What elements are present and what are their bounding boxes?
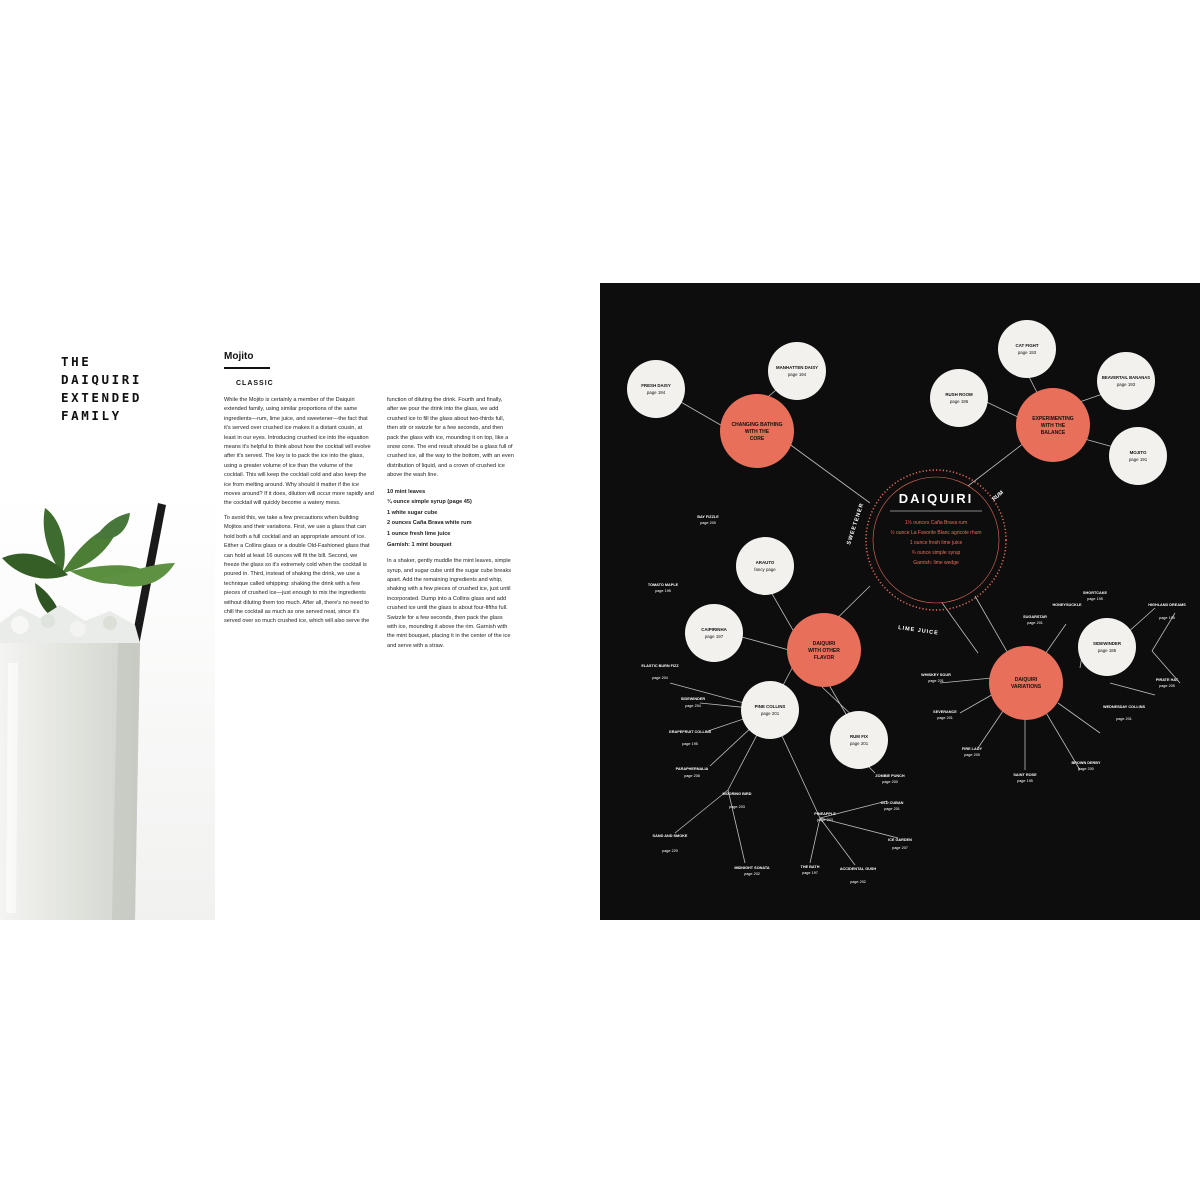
ingredient: 10 mint leaves — [387, 488, 426, 495]
daiquiri-spec-line: ¾ ounce simple syrup — [911, 550, 961, 556]
small-label-name: ELASTIC BURN FIZZ — [641, 664, 679, 668]
small-label-page: page 200 — [1078, 767, 1094, 771]
small-label-name: BAY FIZZLE — [697, 515, 719, 519]
small-label-name: SHORTCAKE — [1082, 591, 1108, 595]
small-label-name: ACCIDENTAL GUSH — [839, 867, 877, 871]
small-label-name: PARAPHERNALIA — [675, 767, 709, 771]
cocktail-bubble — [1078, 618, 1136, 676]
ingredient: Garnish: 1 mint bouquet — [387, 541, 452, 548]
hub-node — [1016, 388, 1090, 462]
cocktail-bubble — [1109, 427, 1167, 485]
cocktail-bubble — [1097, 352, 1155, 410]
small-label-page: page 201 — [1027, 621, 1043, 625]
daiquiri-spec-line: Garnish: lime wedge — [913, 560, 959, 566]
daiquiri-spec-line: 1½ ounces Caña Brava rum — [904, 520, 968, 526]
small-label-name: WEDNESDAY COLLINS — [1103, 705, 1145, 709]
hub-label: FLAVOR — [813, 655, 835, 661]
bubble-name: BEAVERTAIL BANANAS — [1101, 375, 1151, 380]
hub-node — [720, 394, 794, 468]
left-page — [0, 283, 600, 920]
method-paragraph: In a shaker, gently muddle the mint leaves, simple syrup, and sugar cube until the sugar cube breaks apart. Add the remaining ingredients and whip, shaking with a few pieces of crushed ice, just until incorporated. Dump into a Collins glass and add crushed ice until the glass is about four-fifths full. Swizzle for a few seconds, then pack the glass with ice, mounding it above the rim. Garnish with the mint bouquet, placing it in the center of the ice and serve with a straw. — [387, 558, 512, 649]
ingredient: ¾ ounce simple syrup (page 45) — [387, 499, 472, 506]
bubble-page: page 201 — [760, 711, 780, 716]
bubble-page: page 195 — [949, 399, 969, 404]
divider — [224, 367, 270, 369]
small-label-page: page 195 — [1159, 616, 1175, 620]
recipe-category: CLASSIC — [236, 380, 274, 387]
bubble-page: page 194 — [646, 390, 666, 395]
section-title — [61, 353, 181, 425]
body-paragraph: function of diluting the drink. Fourth and finally, after we pour the drink into the glass, we add crushed ice to fill the glass about two-thirds full, then stir or swizzle for a few seconds, and then pack the glass with ice, mounding it on top, like a snow cone. The end result should be a glass full of crushed ice, all the way to the bottom, with an even distribution of liquid, and a crown of crushed ice above the wash line. — [387, 397, 514, 479]
ingredient-list — [387, 487, 514, 551]
bubble-name: CAIPIRINHA — [701, 627, 727, 632]
body-column-1 — [224, 396, 374, 806]
hub-label: CORE — [749, 436, 765, 442]
daiquiri-family-map — [600, 283, 1200, 920]
ingredient: 1 white sugar cube — [387, 509, 438, 516]
bubble-name: ARAUTO — [755, 560, 775, 565]
small-label-name: PIRATE HAT — [1155, 678, 1179, 682]
cocktail-bubble — [768, 342, 826, 400]
small-label-page: page 195 — [1087, 597, 1103, 601]
mojito-glass-photo — [0, 493, 215, 920]
bubble-name: SIDEWINDER — [1092, 641, 1122, 646]
body-paragraph: While the Mojito is certainly a member of the Daiquiri extended family, using similar proportions of the same ingredients—rum, lime juice, and sweetener—the fact that it's served over crushed ice makes it a distant cousin, at least in our eyes. Introducing crushed ice into the equation means it's helpful to think about how the cocktail will evolve after it's served. The key is to pack the ice into the glass, using a greater volume of ice than the volume of the cocktail. This will keep the cocktail cold and also keep the ice from melting around. Why should it matter if the ice moves around? If it does, dilution will occur more rapidly and the cocktail will quickly become a watery mess. — [224, 397, 374, 507]
bubble-page: page 193 — [1116, 382, 1136, 387]
small-label-name: MOORING BIRD — [722, 792, 752, 796]
small-label-page: page 208 — [684, 774, 700, 778]
bubble-page: page 193 — [1017, 350, 1037, 355]
connector-label: SWEETENER — [846, 502, 866, 546]
small-label-page: page 201 — [1116, 717, 1132, 721]
small-label-name: FIRE LADY — [961, 747, 983, 751]
cocktail-bubble — [741, 681, 799, 739]
small-label-page: page 207 — [892, 846, 908, 850]
bubble-page: page 197 — [704, 634, 724, 639]
small-label-name: HIGHLAND DREAMS — [1148, 603, 1186, 607]
small-label-page: page 201 — [937, 716, 953, 720]
connector-label: LIME JUICE — [897, 625, 940, 637]
small-label-page: page 203 — [817, 818, 833, 822]
hub-label: WITH OTHER — [808, 648, 840, 654]
title-line: FAMILY — [61, 408, 122, 423]
hub-label: WITH THE — [1040, 423, 1066, 429]
hub-label: WITH THE — [744, 429, 770, 435]
bubble-name: FRESH DAISY — [641, 383, 671, 388]
small-label-name: MIDNIGHT SONATA — [734, 866, 770, 870]
ingredient: 2 ounces Caña Brava white rum — [387, 520, 472, 527]
small-label-page: page 201 — [884, 807, 900, 811]
small-label-name: WHISKEY SOUR — [921, 673, 951, 677]
small-label-name: SAINT ROSE — [1013, 773, 1037, 777]
small-label-name: SEVERANCE — [933, 710, 957, 714]
hub-node — [787, 613, 861, 687]
bubble-name: MOJITO — [1129, 450, 1147, 455]
body-column-2 — [387, 396, 514, 756]
small-label-page: page 202 — [744, 872, 760, 876]
cocktail-bubble — [685, 604, 743, 662]
hub-node — [989, 646, 1063, 720]
small-label-page: page 203 — [729, 805, 745, 809]
cocktail-bubble — [998, 320, 1056, 378]
daiquiri-spec-line: ½ ounce La Favorite Blanc agricole rhum — [890, 530, 982, 536]
small-label-page: page 195 — [655, 589, 671, 593]
small-label-page: page 204 — [652, 676, 668, 680]
small-label-page: page 201 — [928, 679, 944, 683]
small-label-name: THE BATH — [800, 865, 820, 869]
small-label-name: OLD CUBAN — [880, 801, 904, 805]
bubble-name: PINE COLLINS — [754, 704, 786, 709]
hub-label: EXPERIMENTING — [1032, 416, 1074, 422]
book-spread — [0, 283, 1200, 920]
bubble-page: page 194 — [787, 372, 807, 377]
small-label-page: page 200 — [882, 780, 898, 784]
bubble-name: RUM FIX — [849, 734, 869, 739]
small-label-page: page 205 — [700, 521, 716, 525]
small-label-name: GRAPEFRUIT COLLINS — [668, 730, 712, 734]
daiquiri-spec-line: 1 ounce fresh lime juice — [909, 540, 963, 546]
small-label-page: page 204 — [685, 704, 701, 708]
hub-label: CHANGING BATHING — [731, 422, 783, 428]
bubble-page: page 191 — [1128, 457, 1148, 462]
daiquiri-title: DAIQUIRI — [898, 491, 974, 506]
small-label-name: ICE GARDEN — [888, 838, 912, 842]
small-label-name: ZOMBIE PUNCH — [875, 774, 905, 778]
small-label-page: page 195 — [1017, 779, 1033, 783]
daiquiri-center — [866, 470, 1006, 610]
title-line: THE — [61, 354, 92, 369]
bubble-page: page 185 — [1097, 648, 1117, 653]
title-line: DAIQUIRI — [61, 372, 143, 387]
hub-label: BALANCE — [1040, 430, 1066, 436]
small-label-name: BROWN DERBY — [1071, 761, 1101, 765]
small-label-page: page 229 — [662, 849, 678, 853]
small-label-name: TOMATO MAPLE — [647, 583, 679, 587]
small-label-name: SUGARSTAR — [1023, 615, 1047, 619]
small-label-name: HONEYSUCKLE — [1052, 603, 1082, 607]
hub-label: DAIQUIRI — [1014, 677, 1038, 683]
small-label-name: SAND AND SMOKE — [652, 834, 688, 838]
cocktail-bubble — [830, 711, 888, 769]
body-paragraph: To avoid this, we take a few precautions when building Mojitos and their variations. First, we use a glass that can hold both a full cocktail and an appropriate amount of ice. Either a Collins glass or a double Old-Fashioned glass that can hold at least 16 ounces will fit the bill. Second, we freeze the glass so it's extremely cold when the cocktail is poured in. Third, instead of shaking the drink, we use a technique called whipping: shaking the drink with a few pieces of crushed ice—just enough to mix the ingredients without diluting them too much. After all, there's no need to chill the cocktail as much as one served neat, since it's served over so much crushed ice, which will also serve the — [224, 514, 370, 625]
small-label-page: page 195 — [682, 742, 698, 746]
small-label-page: page 197 — [802, 871, 818, 875]
bubble-name: RUSH ROOM — [945, 392, 973, 397]
bubble-name: MANHATTEN DAISY — [775, 365, 819, 370]
hub-label: VARIATIONS — [1010, 684, 1042, 690]
small-label-name: PINEAPPLE — [814, 812, 836, 816]
small-label-page: page 205 — [964, 753, 980, 757]
hub-label: DAIQUIRI — [812, 641, 836, 647]
cocktail-bubble — [736, 537, 794, 595]
small-label-page: page 205 — [1159, 684, 1175, 688]
title-line: EXTENDED — [61, 390, 143, 405]
bubble-page: page 201 — [849, 741, 869, 746]
connector-label: RUM — [991, 489, 1005, 503]
ingredient: 1 ounce fresh lime juice — [387, 531, 451, 538]
small-label-page: page 202 — [850, 880, 866, 884]
cocktail-bubble — [627, 360, 685, 418]
cocktail-bubble — [930, 369, 988, 427]
bubble-name: CAT FIGHT — [1015, 343, 1039, 348]
recipe-name: Mojito — [224, 351, 254, 362]
right-page — [600, 283, 1200, 920]
bubble-page: fancy page — [754, 567, 776, 572]
small-label-name: SIDEWINDER — [680, 697, 706, 701]
